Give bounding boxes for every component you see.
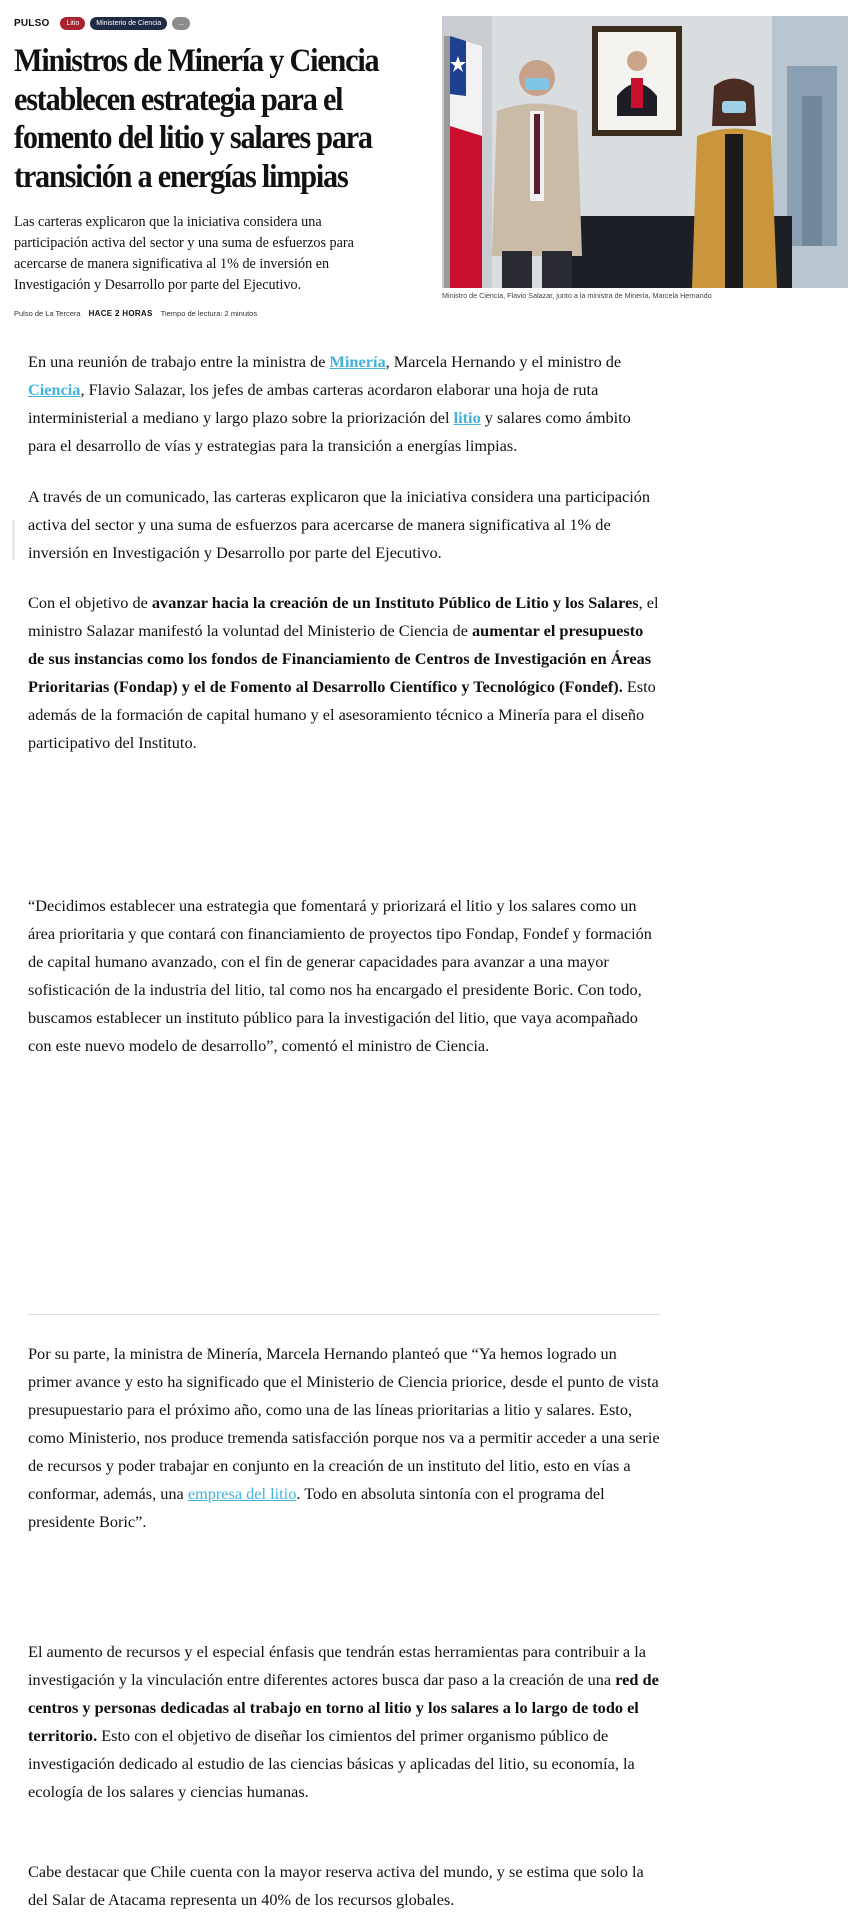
link-empresa-litio[interactable]: empresa del litio	[187, 1484, 297, 1503]
link-litio[interactable]: litio	[453, 408, 481, 427]
section-divider	[28, 1314, 660, 1315]
paragraph-3	[28, 589, 660, 757]
paragraph-2: A través de un comunicado, las carteras explicaron que la iniciativa considera una participación activa del sector y una suma de esfuerzos para acercarse de manera significativa al 1% de inversión en Investigación y Desarrollo por parte del Ejecutivo.	[28, 487, 651, 562]
link-mineria[interactable]: Minería	[329, 352, 386, 371]
headline: Ministros de Minería y Ciencia establecen estrategia para el fomento del litio y salares para transición a energías limpias	[14, 43, 379, 195]
paragraph-text: . Todo en absoluta sintonía con el programa del presidente Boric”.	[28, 1484, 605, 1531]
paragraph-text: Esto con el objetivo de diseñar los cimientos del primer organismo público de investigación dedicado al estudio de las ciencias básicas y aplicadas del litio, su economía, la ecología de los salares y ciencias humanas.	[28, 1726, 635, 1801]
bold-text: red de centros y personas dedicadas al trabajo en torno al litio y los salares a lo largo de todo el territorio.	[28, 1670, 659, 1745]
paragraph-text: Por su parte, la ministra de Minería, Marcela Hernando planteó que “Ya hemos logrado un primer avance y esto ha significado que el Ministerio de Ciencia priorice, desde el punto de vista presupuestario para el próximo año, como una de las líneas prioritarias a litio y salares. Esto, como Ministerio, nos produce tremenda satisfacción porque nos va a permitir acceder a una serie de recursos y poder trabajar en conjunto en la creación de un instituto del litio, esto en vías a conformar, además, una	[28, 1344, 660, 1503]
lead-paragraph: Las carteras explicaron que la iniciativa considera una participación activa del sector y una suma de esfuerzos para acercarse de manera significativa al 1% de inversión en Investigación y Desarrollo por parte del Ejecutivo.	[14, 214, 354, 293]
paragraph-text: , Flavio Salazar, los jefes de ambas carteras acordaron elaborar una hoja de ruta interministerial a mediano y largo plazo sobre la priorización del	[28, 380, 599, 427]
bold-text: aumentar el presupuesto de sus instancias como los fondos de Financiamiento de Centros de Investigación en Áreas Prioritarias (Fondap) y el de Fomento al Desarrollo Científico y Tecnológico (Fondef).	[28, 621, 652, 696]
paragraph-5	[28, 1340, 660, 1536]
link-ciencia[interactable]: Ciencia	[28, 380, 81, 399]
tag-litio[interactable]: Litio	[60, 17, 85, 30]
paragraph-4-quote: “Decidimos establecer una estrategia que fomentará y priorizará el litio y los salares como un área prioritaria y que contará con financiamiento de proyectos tipo Fondap, Fondef y formación de capital humano avanzado, con el fin de generar capacidades para avanzar a una mayor sofisticación de la industria del litio, tal como nos ha encargado el presidente Boric. Con todo, buscamos establecer un instituto público para la investigación del litio, que vaya acompañado con este nuevo modelo de desarrollo”, comentó el ministro de Ciencia.	[28, 896, 652, 1055]
tag-more[interactable]: ...	[172, 17, 190, 30]
paragraph-text: Esto además de la formación de capital humano y el asesoramiento técnico a Minería para el diseño participativo del Instituto.	[28, 677, 656, 752]
article-header	[14, 14, 430, 196]
paragraph-text: En una reunión de trabajo entre la ministra de	[28, 352, 330, 371]
tag-ministerio-ciencia[interactable]: Ministerio de Ciencia	[90, 17, 167, 30]
paragraph-text: El aumento de recursos y el especial énfasis que tendrán estas herramientas para contribuir a la investigación y la vinculación entre diferentes actores busca dar paso a la creación de una	[28, 1642, 646, 1689]
paragraph-1	[28, 348, 660, 460]
paragraph-text: Con el objetivo de	[28, 593, 152, 612]
paragraph-7: Cabe destacar que Chile cuenta con la mayor reserva activa del mundo, y se estima que solo la del Salar de Atacama representa un 40% de los recursos globales.	[28, 1862, 644, 1909]
byline-time: HACE 2 HORAS	[88, 309, 153, 318]
byline	[14, 309, 257, 318]
article-photo[interactable]	[442, 16, 848, 288]
byline-reading-time: Tiempo de lectura: 2 minutos	[160, 309, 258, 318]
paragraph-6	[28, 1638, 660, 1806]
paragraph-text: , Marcela Hernando y el ministro de	[385, 352, 622, 371]
paragraph-text: y salares como ámbito para el desarrollo de vías y estrategias para la transición a energías limpias.	[28, 408, 631, 455]
photo-illustration	[442, 16, 848, 288]
tag-row	[14, 14, 430, 32]
section-label[interactable]: PULSO	[14, 17, 50, 29]
photo-caption: Ministro de Ciencia, Flavio Salazar, junto a la ministra de Minería, Marcela Hernando	[442, 291, 712, 300]
bold-text: avanzar hacia la creación de un Instituto Público de Litio y los Salares	[151, 593, 639, 612]
byline-author[interactable]: Pulso de La Tercera	[14, 309, 81, 318]
scroll-indicator	[12, 520, 15, 560]
paragraph-text: , el ministro Salazar manifestó la voluntad del Ministerio de Ciencia de	[28, 593, 659, 640]
